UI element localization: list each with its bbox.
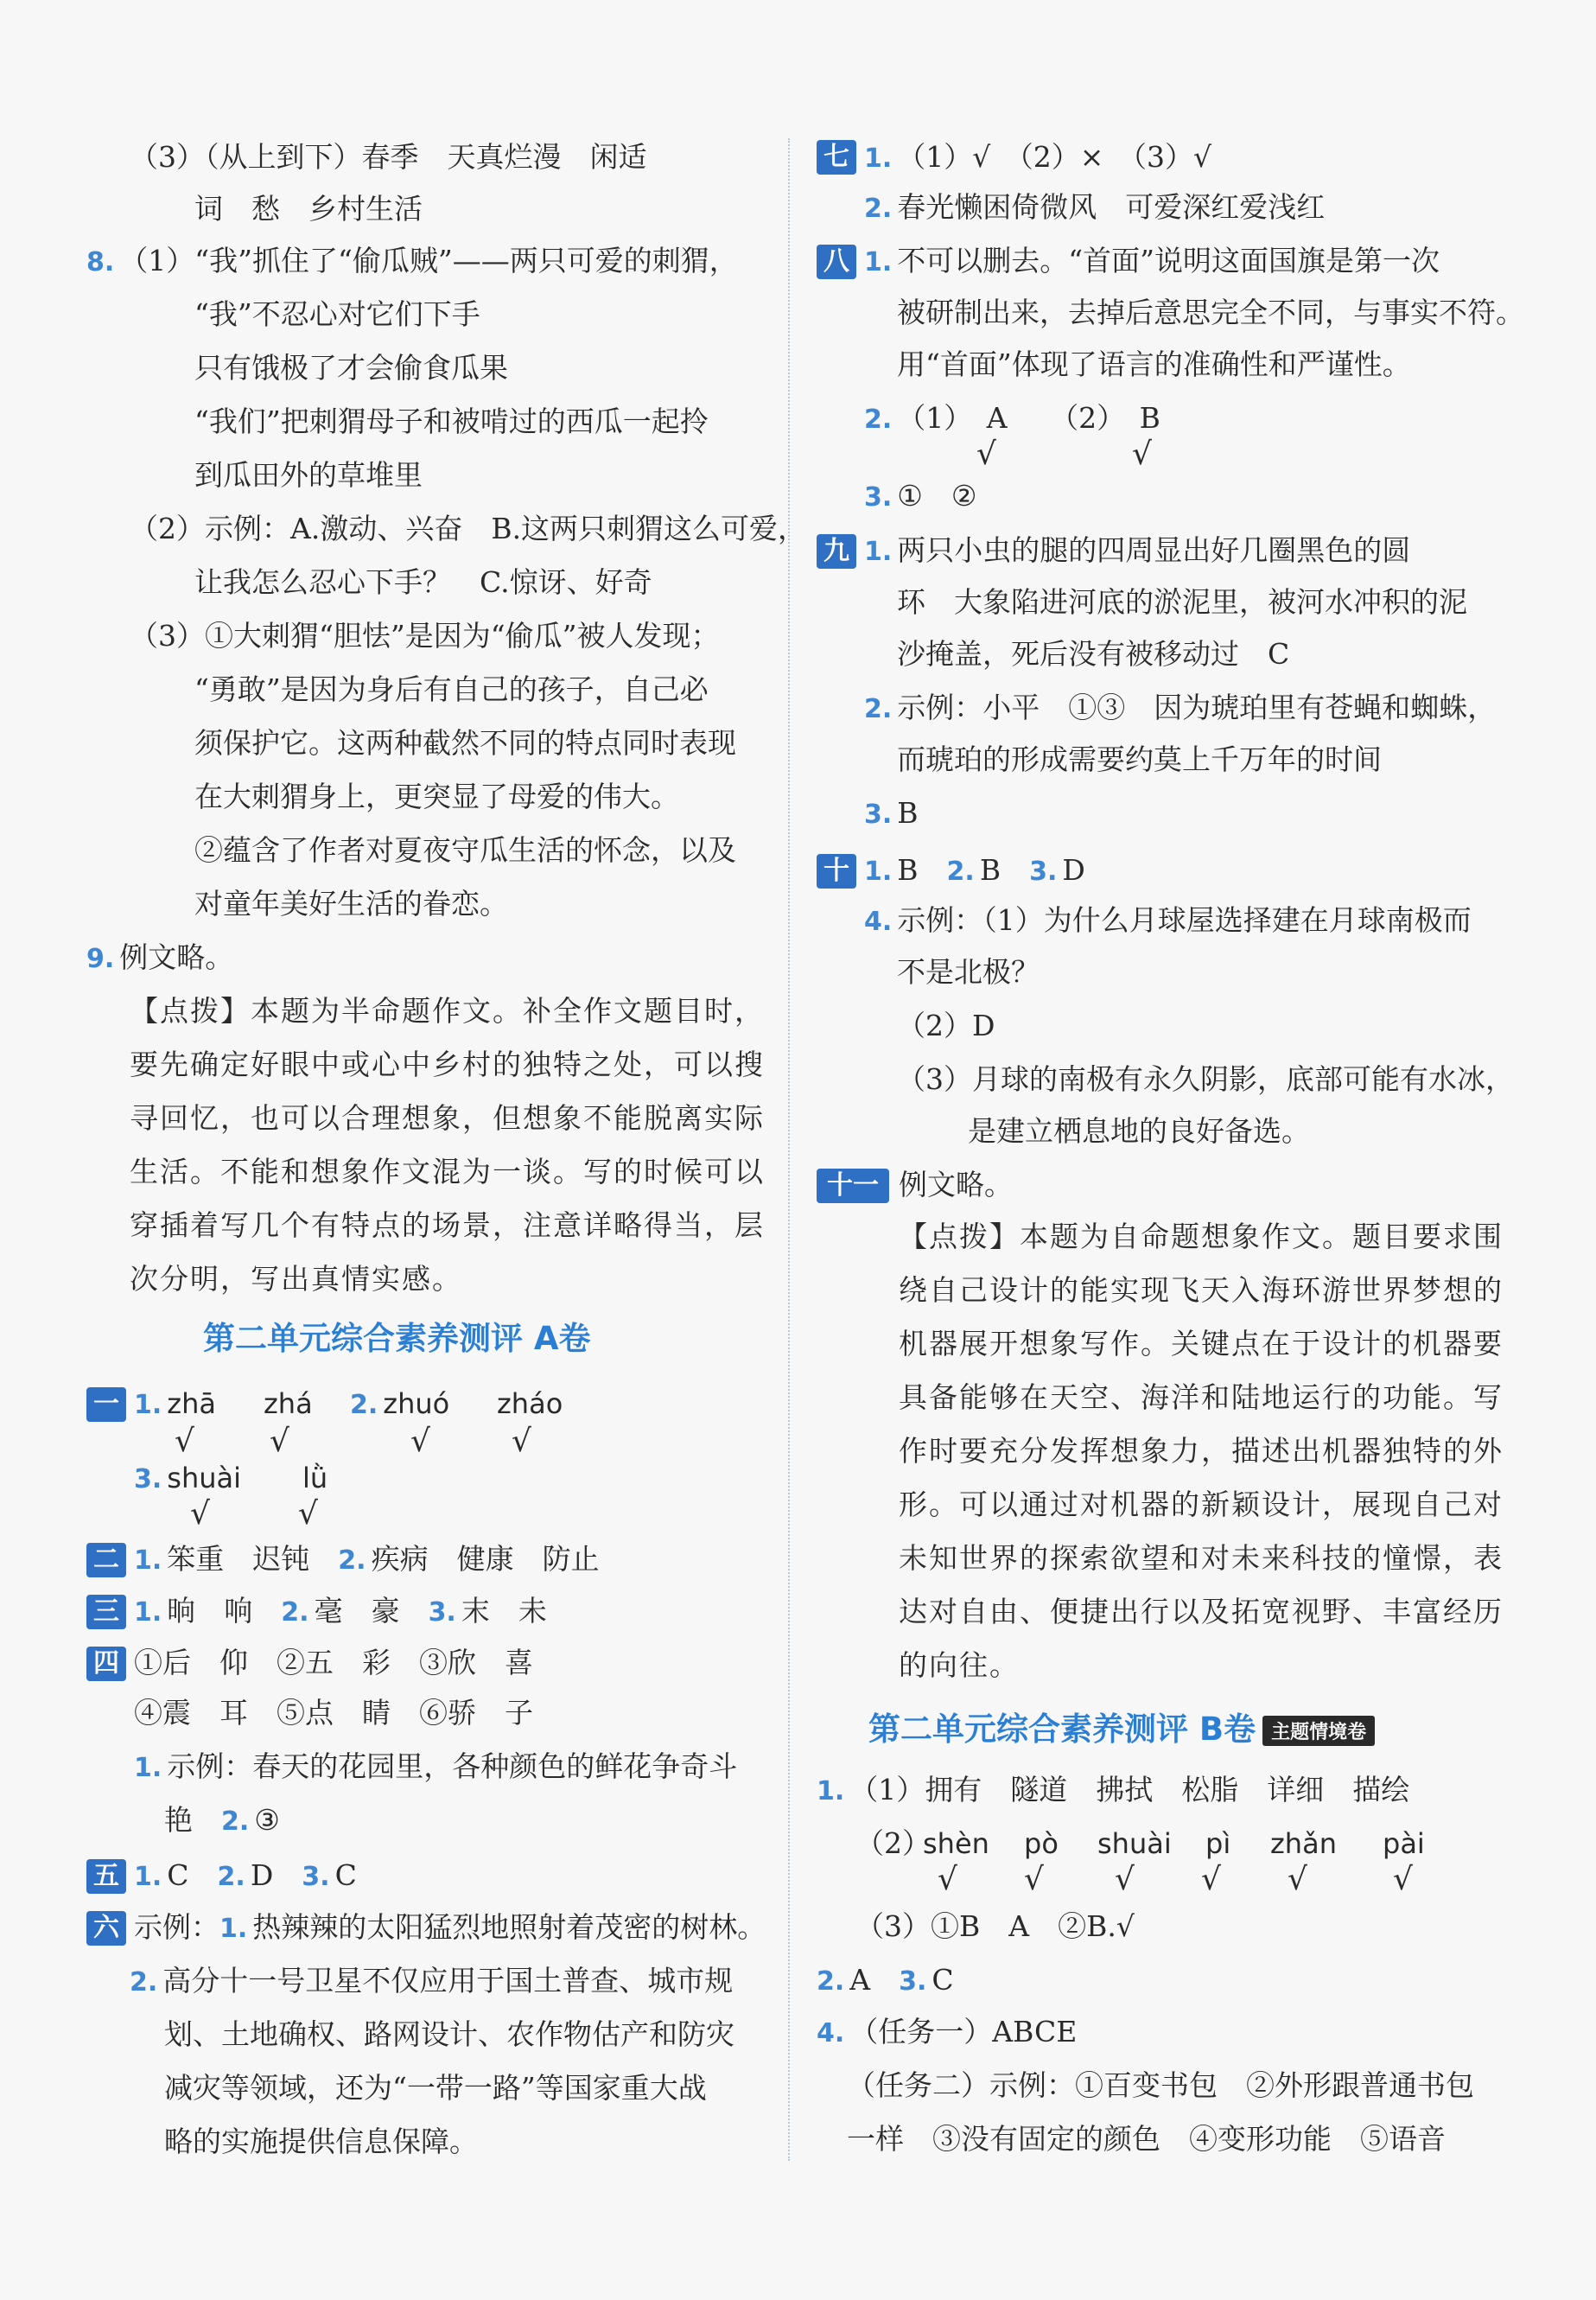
question-number: 2. xyxy=(350,1390,378,1420)
answer-line xyxy=(864,399,1160,439)
pinyin: zháo xyxy=(497,1387,563,1420)
tip-line: 绕自己设计的能实现飞天入海环游世界梦想的 xyxy=(899,1273,1504,1307)
answer-text: 末 未 xyxy=(461,1594,547,1628)
question-8 xyxy=(86,242,738,282)
answer-line: （3）月球的南极有永久阴影，底部可能有水冰， xyxy=(897,1062,1514,1096)
answer-text: 高分十一号卫星不仅应用于国土普查、城市规 xyxy=(162,1964,734,1997)
check-mark: √ xyxy=(512,1424,531,1459)
check-mark: √ xyxy=(175,1424,194,1459)
answer-text: （1） A （2） B xyxy=(897,401,1160,435)
answer-line: 而琥珀的形成需要约莫上千万年的时间 xyxy=(897,742,1382,776)
answer-text: 示例：春天的花园里，各种颜色的鲜花争奇斗 xyxy=(167,1749,738,1783)
pinyin-row xyxy=(134,1459,241,1499)
tip-line: 的向往。 xyxy=(899,1648,1020,1682)
tip-line: 作时要充分发挥想象力，描述出机器独特的外 xyxy=(899,1434,1504,1468)
question-number: 2. xyxy=(946,857,975,887)
pinyin-row xyxy=(350,1385,449,1424)
tip-line: 生活。不能和想象作文混为一谈。写的时候可以 xyxy=(130,1155,765,1188)
section-badge: 五 xyxy=(86,1859,126,1894)
check-mark: √ xyxy=(410,1424,430,1459)
answer-line xyxy=(864,138,1211,178)
answer-line xyxy=(134,1540,600,1580)
check-mark: √ xyxy=(270,1424,289,1459)
answer-line: 用“首面”体现了语言的准确性和严谨性。 xyxy=(897,347,1411,381)
question-number: 3. xyxy=(899,1966,927,1997)
answer-text: ① ② xyxy=(897,479,977,513)
section-title-a: 第二单元综合素养测评 A卷 xyxy=(203,1320,591,1357)
answer-line xyxy=(134,1748,737,1787)
section-badge: 二 xyxy=(86,1543,126,1577)
answer-line: 沙掩盖，死后没有被移动过 C xyxy=(897,637,1290,671)
answer-line xyxy=(864,477,976,517)
answer-text: （1）拥有 隧道 拂拭 松脂 详细 描绘 xyxy=(849,1773,1410,1806)
check-mark: √ xyxy=(1393,1862,1413,1897)
check-mark: √ xyxy=(976,436,996,472)
question-number: 4. xyxy=(864,907,893,937)
question-number: 2. xyxy=(864,694,893,724)
answer-text: 示例：小平 ①③ 因为琥珀里有苍蝇和蜘蛛， xyxy=(897,691,1497,724)
pinyin: shuài xyxy=(1097,1827,1172,1860)
question-number: 2. xyxy=(281,1597,309,1628)
answer-line: 例文略。 xyxy=(899,1168,1013,1201)
question-number: 2. xyxy=(217,1862,245,1892)
answer-line xyxy=(134,1592,547,1632)
question-9 xyxy=(86,939,233,978)
answer-line: （2） xyxy=(855,1826,931,1860)
section-badge: 六 xyxy=(86,1911,126,1946)
check-mark: √ xyxy=(298,1496,318,1532)
answer-line: 须保护它。这两种截然不同的特点同时表现 xyxy=(194,726,736,760)
answer-text: 毫 豪 xyxy=(314,1594,400,1628)
answer-line: “勇敢”是因为身后有自己的孩子，自己必 xyxy=(194,672,709,706)
question-number: 3. xyxy=(864,482,893,513)
answer-text: 示例： xyxy=(134,1910,219,1944)
question-number: 8. xyxy=(86,247,115,277)
tip-line: 寻回忆，也可以合理想象，但想象不能脱离实际 xyxy=(130,1101,765,1135)
check-mark: √ xyxy=(1115,1862,1135,1897)
pinyin: zhuó xyxy=(383,1387,450,1420)
tip-line: 【点拨】本题为半命题作文。补全作文题目时， xyxy=(130,994,765,1028)
tip-line: 【点拨】本题为自命题想象作文。题目要求围 xyxy=(899,1220,1504,1253)
answer-line: 略的实施提供信息保障。 xyxy=(164,2125,478,2158)
question-number: 1. xyxy=(864,537,893,567)
answer-line: 只有饿极了才会偷食瓜果 xyxy=(194,351,508,385)
check-mark: √ xyxy=(1024,1862,1044,1897)
section-title-text: 第二单元综合素养测评 B卷 xyxy=(868,1711,1256,1748)
section-badge: 七 xyxy=(817,140,856,175)
question-number: 1. xyxy=(134,1597,162,1628)
answer-line: ②蕴含了作者对夏夜守瓜生活的怀念，以及 xyxy=(194,833,736,867)
question-number: 3. xyxy=(134,1464,162,1494)
answer-text: 热辣辣的太阳猛烈地照射着茂密的树林。 xyxy=(252,1910,766,1944)
answer-text: D xyxy=(250,1858,274,1892)
question-number: 2. xyxy=(864,194,893,224)
answer-line: 让我怎么忍心下手？ C.惊讶、好奇 xyxy=(194,565,652,599)
answer-line xyxy=(817,1771,1409,1811)
answer-line: 对童年美好生活的眷恋。 xyxy=(194,887,508,921)
pinyin: zhā xyxy=(167,1387,216,1420)
pinyin-row xyxy=(134,1385,216,1424)
pinyin: zhá xyxy=(264,1387,313,1420)
answer-text: （1）“我”抓住了“偷瓜贼”——两只可爱的刺猬， xyxy=(119,244,738,277)
question-number: 1. xyxy=(864,143,893,174)
question-number: 1. xyxy=(134,1390,162,1420)
answer-line: 是建立栖息地的良好备选。 xyxy=(968,1114,1310,1148)
answer-text: 疾病 健康 防止 xyxy=(371,1542,600,1576)
section-badge: 一 xyxy=(86,1387,126,1422)
answer-line: 到瓜田外的草堆里 xyxy=(194,458,423,492)
section-badge: 十 xyxy=(817,854,856,889)
answer-text: （任务一）ABCE xyxy=(849,2015,1078,2048)
pinyin: shèn xyxy=(923,1827,989,1860)
answer-text: B xyxy=(897,853,919,887)
answer-line: （任务二）示例：①百变书包 ②外形跟普通书包 xyxy=(847,2068,1474,2102)
section-badge: 九 xyxy=(817,534,856,569)
question-number: 3. xyxy=(864,800,893,830)
answer-line xyxy=(864,794,919,834)
question-number: 1. xyxy=(817,1776,845,1806)
answer-line: （2）示例：A.激动、兴奋 B.这两只刺猬这么可爱， xyxy=(130,512,807,545)
answer-line xyxy=(864,188,1325,228)
answer-line xyxy=(864,242,1440,282)
answer-text: 艳 xyxy=(164,1803,193,1837)
answer-line xyxy=(817,2013,1077,2053)
question-number: 1. xyxy=(134,1753,162,1783)
answer-line xyxy=(817,1961,954,2001)
check-mark: √ xyxy=(1201,1862,1221,1897)
answer-line xyxy=(134,1908,766,1948)
answer-text: D xyxy=(1062,853,1085,887)
answer-line: 不是北极？ xyxy=(897,955,1040,989)
answer-line: 被研制出来，去掉后意思完全不同，与事实不符。 xyxy=(897,296,1524,329)
question-number: 1. xyxy=(864,247,893,277)
question-number: 2. xyxy=(864,405,893,435)
check-mark: √ xyxy=(1132,436,1152,472)
answer-text: （1）√ （2）× （3）√ xyxy=(897,140,1211,174)
question-number: 3. xyxy=(1029,857,1058,887)
answer-line: “我们”把刺猬母子和被啃过的西瓜一起拎 xyxy=(194,405,709,438)
answer-line xyxy=(864,532,1410,571)
answer-text: C xyxy=(932,1963,954,1997)
section-badge: 十一 xyxy=(817,1169,889,1203)
theme-tag: 主题情境卷 xyxy=(1262,1716,1375,1746)
tip-line: 次分明，写出真情实感。 xyxy=(130,1262,462,1296)
answer-line: 减灾等领域，还为“一带一路”等国家重大战 xyxy=(164,2071,707,2105)
tip-line: 具备能够在天空、海洋和陆地运行的功能。写 xyxy=(899,1380,1504,1414)
pinyin: pài xyxy=(1383,1827,1425,1860)
answer-line: 一样 ③没有固定的颜色 ④变形功能 ⑤语音 xyxy=(847,2122,1446,2156)
answer-text: 例文略。 xyxy=(119,940,234,974)
answer-line: （3）①大刺猬“胆怯”是因为“偷瓜”被人发现； xyxy=(130,619,720,653)
answer-text: B xyxy=(979,853,1001,887)
answer-text: 笨重 迟钝 xyxy=(167,1542,310,1576)
answer-line: ①后 仰 ②五 彩 ③欣 喜 xyxy=(134,1646,533,1679)
section-title-b xyxy=(868,1703,1375,1749)
answer-text: 晌 响 xyxy=(167,1594,253,1628)
answer-line xyxy=(864,689,1496,729)
pinyin: shuài xyxy=(167,1462,242,1494)
answer-line: （3）①B A ②B.√ xyxy=(855,1909,1135,1943)
question-number: 4. xyxy=(817,2018,845,2048)
answer-text: 两只小虫的腿的四周显出好几圈黑色的圆 xyxy=(897,533,1411,567)
question-number: 3. xyxy=(302,1862,330,1892)
question-number: 2. xyxy=(221,1806,250,1837)
tip-line: 未知世界的探索欲望和对未来科技的憧憬，表 xyxy=(899,1541,1504,1575)
answer-line: ④震 耳 ⑤点 睛 ⑥骄 子 xyxy=(134,1696,533,1730)
answer-line xyxy=(130,1962,733,2002)
answer-line: （3）（从上到下）春季 天真烂漫 闲适 xyxy=(130,140,647,174)
section-badge: 三 xyxy=(86,1595,126,1629)
question-number: 1. xyxy=(134,1862,162,1892)
answer-text: 示例：（1）为什么月球屋选择建在月球南极而 xyxy=(897,903,1472,937)
answer-line: “我”不忍心对它们下手 xyxy=(194,297,480,331)
answer-line: 词 愁 乡村生活 xyxy=(194,192,423,226)
tip-line: 穿插着写几个有特点的场景，注意详略得当，层 xyxy=(130,1208,765,1242)
section-badge: 八 xyxy=(817,245,856,279)
answer-line: 在大刺猬身上，更突显了母爱的伟大。 xyxy=(194,780,679,813)
answer-text: ③ xyxy=(254,1803,280,1837)
question-number: 2. xyxy=(817,1966,845,1997)
answer-text: A xyxy=(849,1963,871,1997)
pinyin: pì xyxy=(1205,1827,1231,1860)
question-number: 1. xyxy=(134,1545,162,1576)
check-mark: √ xyxy=(938,1862,957,1897)
answer-line: 划、土地确权、路网设计、农作物估产和防灾 xyxy=(164,2017,734,2051)
question-number: 3. xyxy=(428,1597,456,1628)
answer-line xyxy=(164,1801,280,1841)
answer-text: 不可以删去。“首面”说明这面国旗是第一次 xyxy=(897,244,1440,277)
check-mark: √ xyxy=(190,1496,210,1532)
question-number: 1. xyxy=(864,857,893,887)
question-number: 1. xyxy=(219,1914,248,1944)
pinyin: zhǎn xyxy=(1270,1827,1337,1860)
question-number: 2. xyxy=(130,1967,158,1997)
tip-line: 要先确定好眼中或心中乡村的独特之处，可以搜 xyxy=(130,1048,765,1081)
answer-text: C xyxy=(167,1858,189,1892)
answer-line xyxy=(864,902,1472,941)
section-badge: 四 xyxy=(86,1647,126,1681)
answer-text: C xyxy=(334,1858,357,1892)
pinyin: pò xyxy=(1024,1827,1059,1860)
pinyin: lǜ xyxy=(302,1462,328,1494)
tip-line: 达对自由、便捷出行以及拓宽视野、丰富经历 xyxy=(899,1595,1504,1628)
question-number: 9. xyxy=(86,944,115,974)
answer-line xyxy=(134,1857,357,1896)
tip-line: 机器展开想象写作。关键点在于设计的机器要 xyxy=(899,1327,1504,1360)
check-mark: √ xyxy=(1288,1862,1307,1897)
answer-text: 春光懒困倚微风 可爱深红爱浅红 xyxy=(897,190,1326,224)
answer-line: 环 大象陷进河底的淤泥里，被河水冲积的泥 xyxy=(897,585,1467,619)
question-number: 2. xyxy=(338,1545,366,1576)
answer-line xyxy=(864,851,1085,891)
column-divider xyxy=(788,138,790,2161)
tip-line: 形。可以通过对机器的新颖设计，展现自己对 xyxy=(899,1488,1504,1521)
answer-text: B xyxy=(897,796,919,830)
answer-line: （2）D xyxy=(897,1009,995,1042)
